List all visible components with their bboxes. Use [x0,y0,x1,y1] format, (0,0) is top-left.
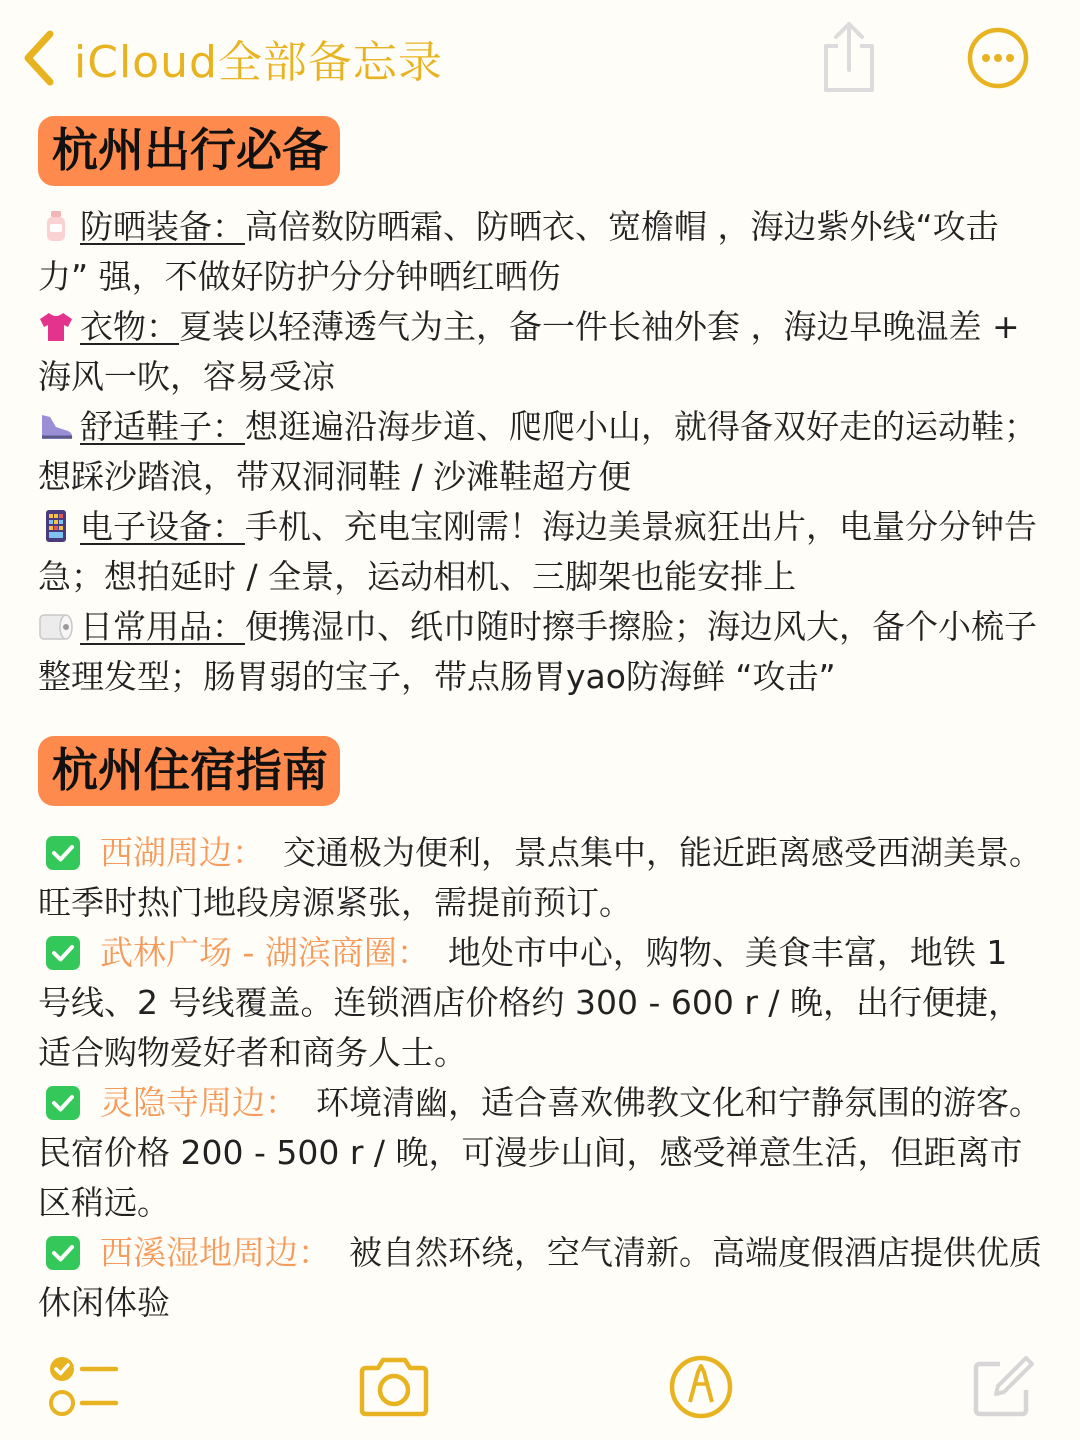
item-label: 灵隐寺周边： [100,1083,298,1122]
section-heading-lodging: 杭州住宿指南 [38,736,340,806]
check-mark-icon [46,836,80,870]
list-item-west-lake [38,828,1048,928]
check-mark-icon [46,1086,80,1120]
item-label: 舒适鞋子： [80,407,245,446]
item-text: 想逛遍沿海步道、爬爬小山，就得备双好走的运动鞋；想踩沙踏浪，带双洞洞鞋 / 沙滩鞋超方便 [38,407,1037,496]
chevron-left-icon [20,28,60,88]
compose-icon[interactable] [970,1354,1036,1420]
more-options-icon[interactable] [966,26,1030,90]
item-text: 高倍数防晒霜、防晒衣、宽檐帽 ，海边紫外线“攻击力” 强，不做好防护分分钟晒红晒伤 [38,207,999,296]
list-item-wulin-square [38,928,1048,1078]
item-text: 被自然环绕，空气清新。高端度假酒店提供优质休闲体验 [38,1233,1042,1322]
toilet-roll-icon [38,609,74,643]
item-label: 武林广场 - 湖滨商圈： [100,933,430,972]
list-item-daily-items [38,602,1048,702]
list-item-sun-protection [38,202,1048,302]
list-item-electronics [38,502,1048,602]
item-text: 夏装以轻薄透气为主，备一件长袖外套 ，海边早晚温差 + 海风一吹，容易受凉 [38,307,1020,396]
lodging-list [38,828,1048,1328]
bottom-toolbar [0,1340,1080,1440]
item-text: 交通极为便利，景点集中，能近距离感受西湖美景。旺季时热门地段房源紧张，需提前预订。 [38,833,1042,922]
item-text: 便携湿巾、纸巾随时擦手擦脸；海边风大，备个小梳子整理发型；肠胃弱的宝子，带点肠胃yao防海鲜 “攻击” [38,607,1037,696]
packing-list [38,202,1048,702]
item-text: 手机、充电宝刚需！海边美景疯狂出片，电量分分钟告急；想拍延时 / 全景，运动相机、三脚架也能安排上 [38,507,1037,596]
list-item-lingyin-temple [38,1078,1048,1228]
section-heading-travel: 杭州出行必备 [38,116,340,186]
item-label: 防晒装备： [80,207,245,246]
item-label: 日常用品： [80,607,245,646]
camera-icon[interactable] [356,1354,432,1420]
item-label: 西溪湿地周边： [100,1233,331,1272]
device-icon [38,509,74,543]
tshirt-icon [38,309,74,343]
sunscreen-bottle-icon [38,209,74,243]
list-item-shoes [38,402,1048,502]
markup-pen-icon[interactable] [668,1354,734,1420]
checklist-icon[interactable] [46,1354,120,1420]
item-label: 电子设备： [80,507,245,546]
list-item-clothing [38,302,1048,402]
item-text: 地处市中心，购物、美食丰富，地铁 1 号线、2 号线覆盖。连锁酒店价格约 300 - 600 r / 晚，出行便捷，适合购物爱好者和商务人士。 [38,933,1021,1072]
top-nav [0,0,1080,115]
note-content[interactable] [38,112,1048,1328]
sneaker-icon [38,409,74,443]
item-label: 西湖周边： [100,833,265,872]
item-label: 衣物： [80,307,179,346]
item-text: 环境清幽，适合喜欢佛教文化和宁静氛围的游客。民宿价格 200 - 500 r / 晚，可漫步山间，感受禅意生活，但距离市区稍远。 [38,1083,1042,1222]
check-mark-icon [46,936,80,970]
back-label: iCloud全部备忘录 [74,37,443,88]
share-icon[interactable] [818,20,880,96]
check-mark-icon [46,1236,80,1270]
back-button[interactable] [20,22,443,94]
list-item-xixi-wetland [38,1228,1048,1328]
